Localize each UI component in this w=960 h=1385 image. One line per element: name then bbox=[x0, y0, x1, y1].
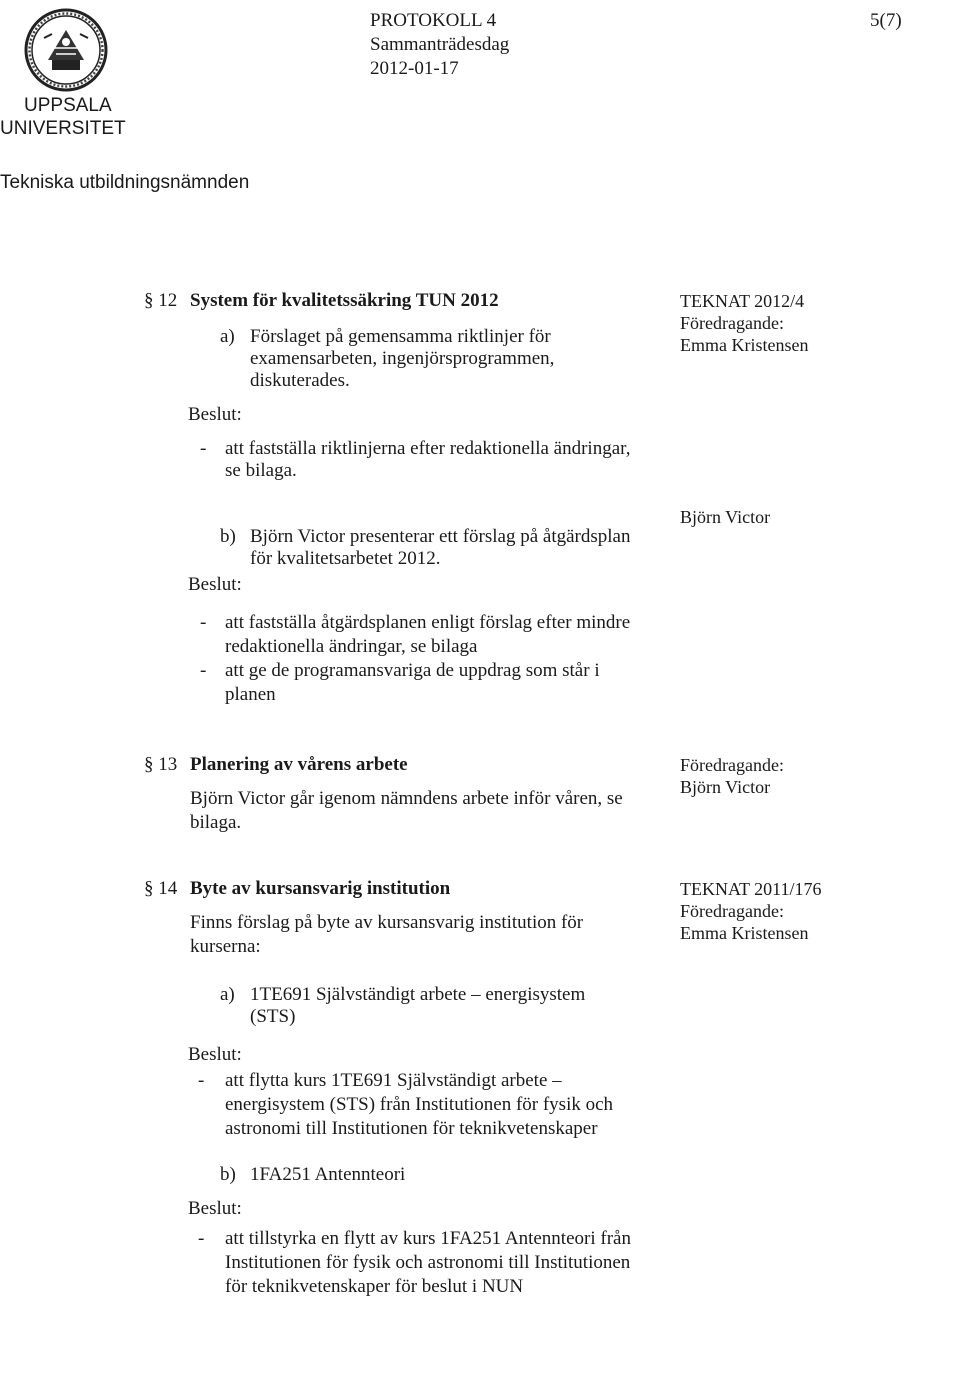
section-12-presenter-label: Föredragande: bbox=[680, 313, 784, 333]
item-a-line: (STS) bbox=[250, 1006, 296, 1027]
decision-label: Beslut: bbox=[188, 1198, 242, 1219]
university-name-line1: UPPSALA bbox=[24, 95, 112, 116]
section-13-presenter: Björn Victor bbox=[680, 777, 771, 797]
section-13-presenter-label: Föredragande: bbox=[680, 755, 784, 775]
list-dash: - bbox=[200, 612, 207, 633]
department-name: Tekniska utbildningsnämnden bbox=[0, 172, 250, 193]
item-a-line: diskuterades. bbox=[250, 370, 350, 391]
section-12-reference: TEKNAT 2012/4 bbox=[680, 291, 805, 311]
decision-line: att tillstyrka en flytt av kurs 1FA251 Antennteori från bbox=[225, 1228, 631, 1249]
decision-line: att fastställa riktlinjerna efter redaktionella ändringar, bbox=[225, 438, 631, 459]
decision-line: att ge de programansvariga de uppdrag som står i bbox=[225, 660, 600, 681]
item-b-presenter: Björn Victor bbox=[680, 507, 771, 527]
decision-line: att fastställa åtgärdsplanen enligt förslag efter mindre bbox=[225, 612, 631, 633]
section-13-number: § 13 bbox=[144, 754, 178, 775]
university-name-line2: UNIVERSITET bbox=[0, 118, 126, 139]
decision-line: astronomi till Institutionen för teknikvetenskaper bbox=[225, 1118, 598, 1139]
section-14-number: § 14 bbox=[144, 878, 178, 899]
item-a-line: 1TE691 Självständigt arbete – energisystem bbox=[250, 984, 586, 1005]
section-14-title: Byte av kursansvarig institution bbox=[190, 878, 451, 899]
item-a-marker: a) bbox=[220, 984, 235, 1005]
section-12-presenter: Emma Kristensen bbox=[680, 335, 809, 355]
meeting-date: 2012-01-17 bbox=[370, 58, 459, 79]
decision-label: Beslut: bbox=[188, 404, 242, 425]
page-number: 5(7) bbox=[870, 10, 902, 31]
document-type: PROTOKOLL 4 bbox=[370, 10, 497, 31]
section-13-body-line: Björn Victor går igenom nämndens arbete inför våren, se bbox=[190, 788, 623, 809]
decision-line: att flytta kurs 1TE691 Självständigt arbete – bbox=[225, 1070, 562, 1091]
meeting-label: Sammanträdesdag bbox=[370, 34, 510, 55]
item-a-line: examensarbeten, ingenjörsprogrammen, bbox=[250, 348, 555, 369]
section-13-body-line: bilaga. bbox=[190, 812, 242, 833]
list-dash: - bbox=[198, 1228, 205, 1249]
decision-line: energisystem (STS) från Institutionen för fysik och bbox=[225, 1094, 614, 1115]
list-dash: - bbox=[198, 1070, 205, 1091]
section-14-presenter: Emma Kristensen bbox=[680, 923, 809, 943]
section-14-intro-line: kurserna: bbox=[190, 936, 261, 957]
decision-line: se bilaga. bbox=[225, 460, 297, 481]
section-14-intro-line: Finns förslag på byte av kursansvarig institution för bbox=[190, 912, 584, 933]
university-seal-logo bbox=[24, 8, 108, 92]
list-dash: - bbox=[200, 660, 207, 681]
item-b-line: för kvalitetsarbetet 2012. bbox=[250, 548, 441, 569]
item-a-marker: a) bbox=[220, 326, 235, 347]
decision-line: planen bbox=[225, 684, 276, 705]
decision-line: för teknikvetenskaper för beslut i NUN bbox=[225, 1276, 524, 1297]
section-12-title: System för kvalitetssäkring TUN 2012 bbox=[190, 290, 499, 311]
item-b-marker: b) bbox=[220, 526, 236, 547]
list-dash: - bbox=[200, 438, 207, 459]
decision-label: Beslut: bbox=[188, 574, 242, 595]
item-b-marker: b) bbox=[220, 1164, 236, 1185]
section-12-number: § 12 bbox=[144, 290, 178, 311]
decision-label: Beslut: bbox=[188, 1044, 242, 1065]
decision-line: Institutionen för fysik och astronomi till Institutionen bbox=[225, 1252, 631, 1273]
item-b-line: 1FA251 Antennteori bbox=[250, 1164, 406, 1185]
section-13-title: Planering av vårens arbete bbox=[190, 754, 408, 775]
section-14-reference: TEKNAT 2011/176 bbox=[680, 879, 822, 899]
item-a-line: Förslaget på gemensamma riktlinjer för bbox=[250, 326, 551, 347]
decision-line: redaktionella ändringar, se bilaga bbox=[225, 636, 478, 657]
item-b-line: Björn Victor presenterar ett förslag på åtgärdsplan bbox=[250, 526, 631, 547]
section-14-presenter-label: Föredragande: bbox=[680, 901, 784, 921]
